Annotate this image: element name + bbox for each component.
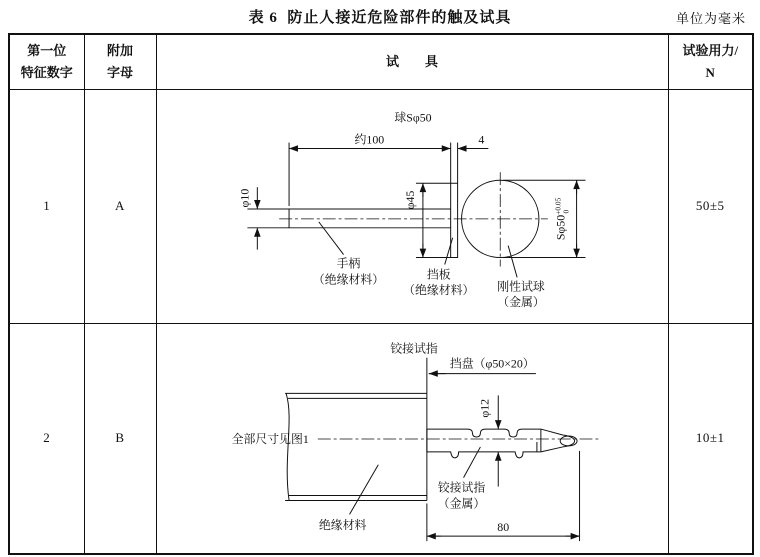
unit-note: 单位为毫米 xyxy=(675,11,746,26)
row2-digit: 2 xyxy=(9,323,84,554)
header-additional-letter-line2: 字母 xyxy=(106,64,133,80)
row1-force: 50±5 xyxy=(668,89,753,323)
header-first-digit-line2: 特征数字 xyxy=(20,64,73,80)
baffle-material-label: （绝缘材料） xyxy=(402,283,474,298)
header-test-force xyxy=(668,34,753,89)
table-row xyxy=(9,323,753,554)
row2-diagram-cell xyxy=(156,323,668,554)
dim-finger-length: 80 xyxy=(496,519,509,534)
probe-b-diagram xyxy=(157,324,667,553)
insulation-label: 绝缘材料 xyxy=(318,517,366,532)
row2-letter: B xyxy=(84,323,156,554)
table-row xyxy=(9,89,753,323)
header-test-force-line1: 试验用力/ xyxy=(682,43,739,59)
row2-force: 10±1 xyxy=(668,323,753,554)
header-first-digit-line1: 第一位 xyxy=(27,43,67,59)
handle-label: 手柄 xyxy=(336,256,360,271)
row1-letter: A xyxy=(84,89,156,323)
row1-diagram-cell xyxy=(156,89,668,323)
handle-material-label: （绝缘材料） xyxy=(312,272,384,287)
header-additional-letter-line1: 附加 xyxy=(106,43,133,59)
finger-label: 铰接试指 xyxy=(437,480,485,495)
stop-plate-label: 挡盘（φ50×20） xyxy=(449,356,535,371)
probe-table xyxy=(8,33,754,555)
finger-material-label: （金属） xyxy=(437,496,485,511)
page-title: 表 6 防止人接近危险部件的触及试具 xyxy=(248,10,512,26)
dim-handle-diameter: φ10 xyxy=(236,188,251,208)
sphere-title-label: 球Sφ50 xyxy=(393,110,432,125)
sphere-label: 刚性试球 xyxy=(496,279,545,294)
dim-finger-diameter: φ12 xyxy=(476,398,491,418)
header-test-force-line2: N xyxy=(705,64,715,80)
header-first-digit xyxy=(9,34,84,89)
baffle-outline xyxy=(450,183,457,257)
header-additional-letter xyxy=(84,34,156,89)
dim-approx-100: 约100 xyxy=(354,132,384,147)
baffle-label: 挡板 xyxy=(426,267,451,282)
header-probe: 试 具 xyxy=(156,34,668,89)
sphere-material-label: （金属） xyxy=(496,295,545,310)
dim-gap-4: 4 xyxy=(477,132,484,147)
finger-title-label: 铰接试指 xyxy=(389,341,438,356)
handle-cylinder-outline xyxy=(285,393,427,500)
handle-rod-outline xyxy=(289,209,451,228)
dim-baffle-diameter: φ45 xyxy=(402,190,417,210)
probe-a-diagram xyxy=(157,90,667,322)
dim-sphere-diameter: $S\varphi 50^{+0.05}0$ xyxy=(553,197,571,241)
row1-digit: 1 xyxy=(9,89,84,323)
jointed-finger-outline xyxy=(426,429,576,458)
see-figure-note: 全部尺寸见图1 xyxy=(231,431,309,446)
